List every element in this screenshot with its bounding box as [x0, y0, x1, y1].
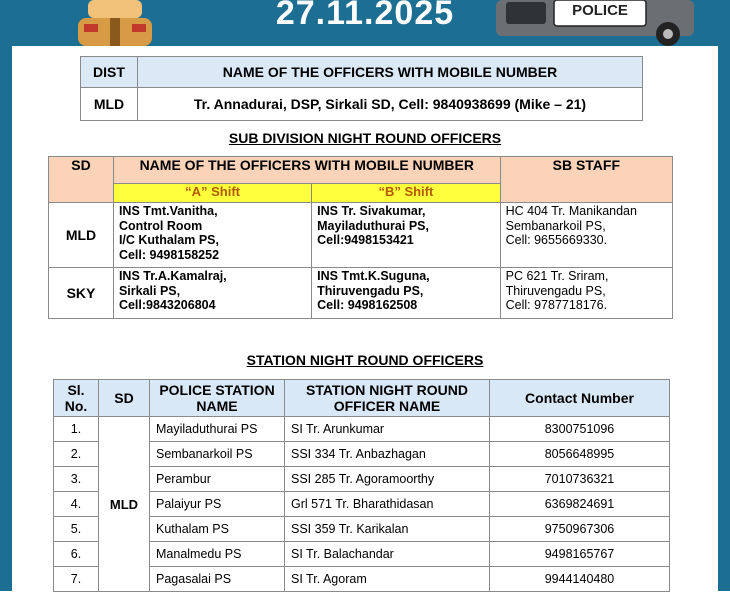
text-line: Mayiladuthurai PS, [317, 218, 429, 233]
dist-cell: MLD [81, 88, 138, 121]
b-shift-label: “B” Shift [312, 184, 500, 203]
text-line: Thiruvengadu PS, [317, 283, 424, 298]
sl-no-cell: 3. [54, 467, 99, 492]
police-station-cell: Manalmedu PS [150, 542, 285, 567]
text-line: Cell:9843206804 [118, 298, 216, 312]
subdivision-section-title: SUB DIVISION NIGHT ROUND OFFICERS [228, 130, 502, 146]
column-header-dist: DIST [81, 57, 138, 88]
text-line: INS Tmt.Vanitha, [118, 204, 218, 218]
police-station-cell: Pagasalai PS [150, 567, 285, 592]
table-row [49, 268, 673, 319]
police-station-cell: Palaiyur PS [150, 492, 285, 517]
text-line: Control Room [118, 218, 203, 233]
text-line: Sembanarkoil PS, [505, 218, 606, 233]
column-header-sd: SD [49, 157, 114, 203]
text-line: Sirkali PS, [118, 283, 181, 298]
left-border [0, 0, 12, 591]
text-line: INS Tmt.K.Suguna, [317, 269, 430, 283]
officer-cell: Grl 571 Tr. Bharathidasan [285, 492, 490, 517]
text-line: PC 621 Tr. Sriram, [505, 269, 609, 283]
column-header-sb-staff: SB STAFF [500, 157, 672, 203]
text-line: INS Tr.A.Kamalraj, [118, 269, 227, 283]
jeep-police-label: POLICE [572, 2, 628, 19]
station-section-title: STATION NIGHT ROUND OFFICERS [246, 352, 484, 368]
text-line: Cell:9498153421 [317, 233, 414, 247]
sb-staff-cell [500, 268, 672, 319]
station-officer-table [53, 379, 670, 592]
contact-cell: 8056648995 [490, 442, 670, 467]
officer-cell: SI Tr. Arunkumar [285, 417, 490, 442]
subdivision-officer-table [48, 156, 673, 319]
a-shift-officer-cell [113, 203, 311, 268]
text-line: I/C Kuthalam PS, [118, 233, 219, 247]
column-header-officers: NAME OF THE OFFICERS WITH MOBILE NUMBER [138, 57, 643, 88]
table-header-row [54, 380, 670, 417]
a-shift-officer-cell [113, 268, 311, 319]
header-banner [0, 0, 730, 46]
officer-cell: SI Tr. Agoram [285, 567, 490, 592]
officer-cell: Tr. Annadurai, DSP, Sirkali SD, Cell: 9840938699 (Mike – 21) [138, 88, 643, 121]
contact-cell: 9750967306 [490, 517, 670, 542]
sb-staff-cell [500, 203, 672, 268]
b-shift-officer-cell [312, 268, 500, 319]
sl-no-cell: 5. [54, 517, 99, 542]
officer-cell: SI Tr. Balachandar [285, 542, 490, 567]
contact-cell: 9498165767 [490, 542, 670, 567]
text-line: Cell: 9655669330. [505, 233, 608, 247]
column-header-officers: NAME OF THE OFFICERS WITH MOBILE NUMBER [113, 157, 500, 184]
contact-cell: 7010736321 [490, 467, 670, 492]
contact-cell: 9944140480 [490, 567, 670, 592]
officer-cell: SSI 334 Tr. Anbazhagan [285, 442, 490, 467]
officer-cell: SSI 285 Tr. Agoramoorthy [285, 467, 490, 492]
contact-cell: 6369824691 [490, 492, 670, 517]
column-header-officer: STATION NIGHT ROUND OFFICER NAME [285, 380, 490, 417]
column-header-sd: SD [99, 380, 150, 417]
b-shift-officer-cell [312, 203, 500, 268]
text-line: HC 404 Tr. Manikandan [505, 204, 637, 218]
sd-cell: SKY [49, 268, 114, 319]
police-station-cell: Kuthalam PS [150, 517, 285, 542]
text-line: INS Tr. Sivakumar, [317, 204, 426, 218]
contact-cell: 8300751096 [490, 417, 670, 442]
text-line: Thiruvengadu PS, [505, 283, 606, 298]
sl-no-cell: 4. [54, 492, 99, 517]
text-line: Cell: 9787718176. [505, 298, 608, 312]
report-date: 27.11.2025 [275, 0, 455, 32]
table-row [54, 417, 670, 442]
sl-no-cell: 2. [54, 442, 99, 467]
column-header-police-station: POLICE STATION NAME [150, 380, 285, 417]
table-row [49, 203, 673, 268]
police-jeep-illustration [492, 0, 698, 46]
sl-no-cell: 6. [54, 542, 99, 567]
sl-no-cell: 7. [54, 567, 99, 592]
sl-no-cell: 1. [54, 417, 99, 442]
sd-group-cell: MLD [99, 417, 150, 592]
text-line: Cell: 9498158252 [118, 247, 220, 262]
column-header-sl-no: Sl. No. [54, 380, 99, 417]
table-row [81, 88, 643, 121]
a-shift-label: “A” Shift [113, 184, 311, 203]
officer-cell: SSI 359 Tr. Karikalan [285, 517, 490, 542]
police-station-cell: Perambur [150, 467, 285, 492]
sd-cell: MLD [49, 203, 114, 268]
police-station-cell: Sembanarkoil PS [150, 442, 285, 467]
right-border [718, 0, 730, 591]
table-header-row [81, 57, 643, 88]
column-header-contact: Contact Number [490, 380, 670, 417]
text-line: Cell: 9498162508 [317, 298, 418, 312]
police-station-cell: Mayiladuthurai PS [150, 417, 285, 442]
district-officer-table [80, 56, 643, 121]
table-header-row [49, 157, 673, 184]
